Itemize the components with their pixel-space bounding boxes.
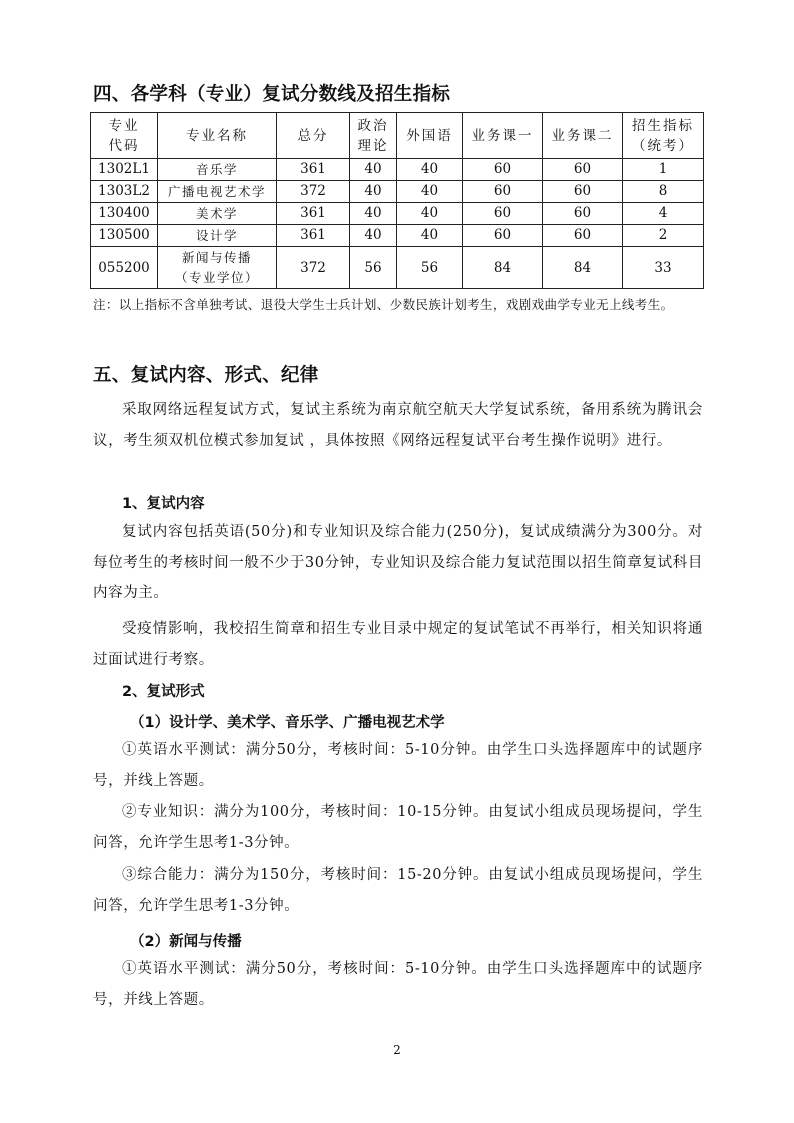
header-total: 总分 (277, 113, 350, 159)
header-politics: 政治 理论 (350, 113, 397, 159)
cell-name: 设计学 (158, 225, 277, 247)
subsection-1-paragraph-1: 复试内容包括英语(50分)和专业知识及综合能力(250分)，复试成绩满分为300分。对每位考生的考核时间一般不少于30分钟，专业知识及综合能力复试范围以招生简章复试科目内容为主。 (93, 524, 703, 601)
cell-total: 372 (277, 247, 350, 289)
cell-course1: 60 (463, 181, 543, 203)
score-line-table (90, 112, 704, 289)
group-1-item-1: ①英语水平测试：满分50分，考核时间：5-10分钟。由学生口头选择题库中的试题序号，并线上答题。 (93, 742, 703, 789)
cell-total: 372 (277, 181, 350, 203)
subsection-2-heading: 2、复试形式 (122, 684, 205, 700)
cell-quota: 8 (623, 181, 704, 203)
cell-quota: 33 (623, 247, 704, 289)
cell-politics: 40 (350, 159, 397, 181)
cell-politics: 40 (350, 203, 397, 225)
subsection-1-heading: 1、复试内容 (122, 496, 205, 512)
cell-total: 361 (277, 225, 350, 247)
table-header-row (91, 113, 704, 159)
cell-name: 广播电视艺术学 (158, 181, 277, 203)
page-number: 2 (393, 1043, 401, 1057)
table-row (91, 225, 704, 247)
cell-politics: 56 (350, 247, 397, 289)
header-course2: 业务课二 (543, 113, 623, 159)
cell-course1: 60 (463, 159, 543, 181)
table-row (91, 181, 704, 203)
table-row (91, 159, 704, 181)
cell-name: 美术学 (158, 203, 277, 225)
header-quota: 招生指标 （统考） (623, 113, 704, 159)
cell-course1: 60 (463, 203, 543, 225)
group-1-heading: （1）设计学、美术学、音乐学、广播电视艺术学 (130, 715, 445, 731)
group-1-item-3: ③综合能力：满分为150分，考核时间：15-20分钟。由复试小组成员现场提问，学生问答，允许学生思考1-3分钟。 (93, 867, 703, 914)
cell-quota: 2 (623, 225, 704, 247)
table-row (91, 247, 704, 289)
section-5-heading: 五、复试内容、形式、纪律 (93, 365, 319, 386)
cell-course2: 60 (543, 181, 623, 203)
header-course1: 业务课一 (463, 113, 543, 159)
header-name: 专业名称 (158, 113, 277, 159)
cell-course2: 60 (543, 203, 623, 225)
group-1-item-2: ②专业知识：满分为100分，考核时间：10-15分钟。由复试小组成员现场提问，学生问答，允许学生思考1-3分钟。 (93, 804, 703, 851)
cell-code: 1303L2 (91, 181, 158, 203)
cell-name: 新闻与传播 （专业学位） (158, 247, 277, 289)
cell-quota: 1 (623, 159, 704, 181)
group-2-item-1: ①英语水平测试：满分50分，考核时间：5-10分钟。由学生口头选择题库中的试题序号，并线上答题。 (93, 961, 703, 1008)
group-2-heading: （2）新闻与传播 (130, 934, 242, 950)
cell-politics: 40 (350, 181, 397, 203)
cell-foreign: 40 (397, 159, 463, 181)
cell-quota: 4 (623, 203, 704, 225)
cell-code: 055200 (91, 247, 158, 289)
section-4-heading: 四、各学科（专业）复试分数线及招生指标 (93, 84, 451, 105)
section-5-intro: 采取网络远程复试方式，复试主系统为南京航空航天大学复试系统，备用系统为腾讯会议，考生须双机位模式参加复试 ，具体按照《网络远程复试平台考生操作说明》进行。 (93, 402, 703, 449)
cell-politics: 40 (350, 225, 397, 247)
subsection-1-paragraph-2: 受疫情影响，我校招生简章和招生专业目录中规定的复试笔试不再举行，相关知识将通过面试进行考察。 (93, 621, 703, 668)
cell-foreign: 40 (397, 203, 463, 225)
cell-total: 361 (277, 159, 350, 181)
cell-course2: 60 (543, 159, 623, 181)
cell-course2: 84 (543, 247, 623, 289)
cell-total: 361 (277, 203, 350, 225)
cell-code: 130400 (91, 203, 158, 225)
header-foreign: 外国语 (397, 113, 463, 159)
cell-course2: 60 (543, 225, 623, 247)
cell-foreign: 40 (397, 225, 463, 247)
cell-code: 1302L1 (91, 159, 158, 181)
cell-course1: 60 (463, 225, 543, 247)
cell-course1: 84 (463, 247, 543, 289)
cell-code: 130500 (91, 225, 158, 247)
table-row (91, 203, 704, 225)
cell-foreign: 40 (397, 181, 463, 203)
cell-name: 音乐学 (158, 159, 277, 181)
table-note: 注：以上指标不含单独考试、退役大学生士兵计划、少数民族计划考生，戏剧戏曲学专业无上线考生。 (93, 297, 674, 312)
header-code: 专业 代码 (91, 113, 158, 159)
cell-foreign: 56 (397, 247, 463, 289)
